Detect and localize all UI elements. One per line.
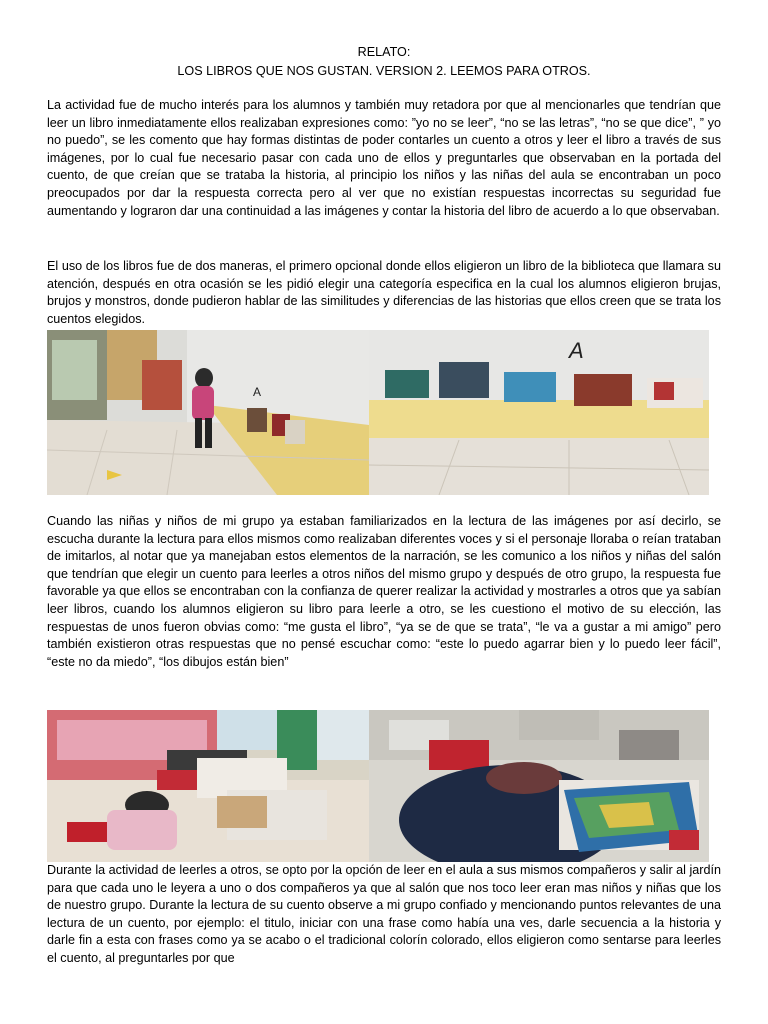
photo-letter-a-left: A (253, 385, 262, 399)
paragraph-2: El uso de los libros fue de dos maneras, el primero opcional donde ellos eligieron un libro de la biblioteca que llamara su atención, después en otra ocasión se les pidió elegir una categoría especifica en la cual los alumnos eligieron brujas, brujos y monstros, donde pudieron hablar de las similitudes y diferencias de las historias que ellos creen que se trata los cuentos elegidos. (47, 259, 721, 326)
photo-classroom-reading (47, 710, 369, 862)
photo-letter-a-right: A (569, 338, 584, 363)
photo-books-on-wall (369, 330, 709, 495)
photo-girl-at-book-wall (47, 330, 369, 495)
document-title: LOS LIBROS QUE NOS GUSTAN. VERSION 2. LEEMOS PARA OTROS. (177, 64, 591, 78)
photo-student-reading-book (369, 710, 709, 862)
paragraph-3: Cuando las niñas y niños de mi grupo ya estaban familiarizados en la lectura de las imágenes por así decirlo, se escucha durante la lectura para ellos mismos como realizaban diferentes voces y si el personaje lloraba o reían trataban de imitarlos, al notar que ya manejaban estos elementos de la narración, se les comunico a los niños y niñas del salón que tendrían que elegir un cuento para leerles a otros niños del mismo grupo y después de otro grupo, la respuesta fue favorable ya que ellos se encontraban con la confianza de querer realizar la actividad y mostrarles a otros que ya sabían leer libros, cuando los alumnos eligieron su libro para leerle a otro, se les cuestiono el motivo de su elección, las respuestas de unos fueron obvias como: “me gusta el libro”, “ya se de que se trata”, “le va a gustar a mi amigo” pero también existieron otras respuestas que no pensé escuchar como: “este lo puedo agarrar bien y lo puedo leer fácil”, “este no da miedo”, “los dibujos están bien” (47, 514, 721, 669)
paragraph-1: La actividad fue de mucho interés para los alumnos y también muy retadora por que al mencionarles que tendrían que leer un libro inmediatamente ellos realizaban expresiones como: ”yo no se leer”, “no se las letras”, “no se que dice”, ” yo no puedo”, se les comento que hay formas distintas de poder contarles un cuento a otros y leer el libro a través de sus imágenes, por lo cual fue necesario pasar con cada uno de ellos y preguntarles que observaban en la portada del cuento, de que creían que se trataba la historia, al principio los niños y las niñas del aula se encontraban un poco preocupados por dar la respuesta correcta pero al ver que no existían respuestas incorrectas su seguridad fue aumentando y lograron dar una continuidad a las imágenes y contar la historia del libro de acuerdo a lo que observaban. (47, 98, 721, 218)
document-title-label: RELATO: (357, 45, 411, 59)
paragraph-4: Durante la actividad de leerles a otros, se opto por la opción de leer en el aula a sus mismos compañeros y salir al jardín para que cada uno le leyera a uno o dos compañeros ya que al salón que nos toco leer eran mas niños y niñas que los de nuestro grupo. Durante la lectura de su cuento observe a mi grupo confiado y mencionando puntos relevantes de una lectura de un cuento, por ejemplo: el titulo, iniciar con una frase como había una ves, darle secuencia a la historia y darle fin a esta con frases como ya se acabo o el tradicional colorín colorado, ellos eligieron como sentarse para leerles el cuento, al preguntarles por que (47, 863, 721, 965)
